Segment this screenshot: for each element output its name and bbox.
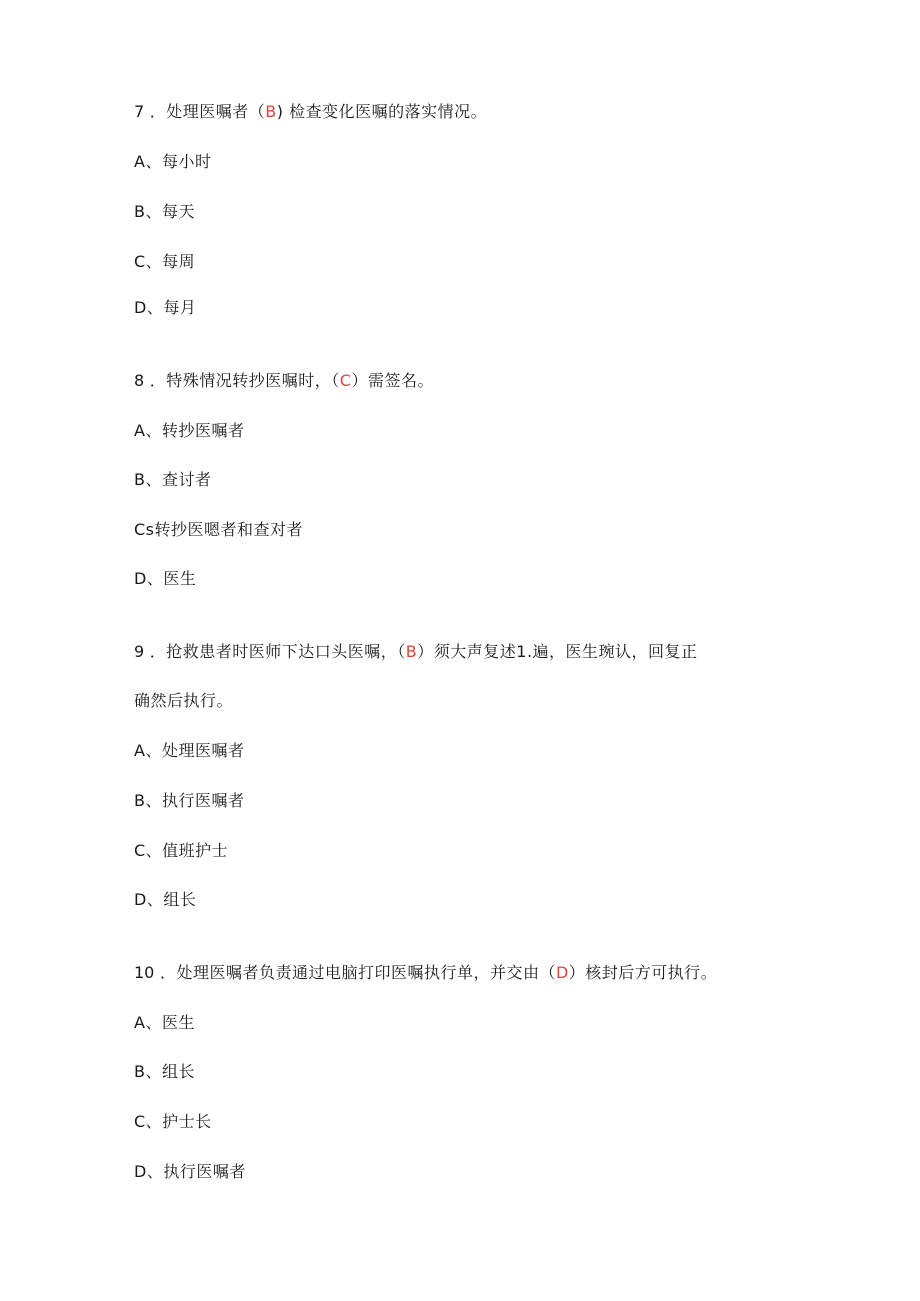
stem-text-after: ）核封后方可执行。: [568, 963, 718, 982]
option-a: A、转抄医嘱者: [134, 421, 245, 440]
option-c: Cs转抄医嗯者和查对者: [134, 520, 304, 539]
question-stem: [134, 102, 487, 122]
stem-text-before: ．处理医嘱者负责通过电脑打印医嘱执行单，并交由（: [159, 963, 556, 982]
option-d: D、每月: [134, 298, 197, 317]
option-b: B、执行医嘱者: [134, 791, 245, 810]
stem-text-after: ) 检查变化医嘱的落实情况。: [276, 102, 488, 121]
option-d: D、组长: [134, 890, 197, 909]
question-number: 7: [134, 102, 145, 121]
option-a: A、每小时: [134, 152, 212, 171]
answer-letter: C: [339, 371, 352, 390]
question-stem: [134, 371, 434, 391]
answer-letter: B: [265, 102, 277, 121]
question-number: 8: [134, 371, 145, 390]
stem-text-after: ）需签名。: [351, 371, 434, 390]
stem-text-after: ）须大声复述1.遍，医生琬认，回复正: [417, 642, 698, 661]
question-stem: [134, 963, 717, 983]
answer-letter: D: [555, 963, 569, 982]
stem-text-before: ．处理医嘱者（: [149, 102, 266, 121]
option-d: D、医生: [134, 569, 197, 588]
option-b: B、查讨者: [134, 470, 212, 489]
option-b: B、每天: [134, 202, 195, 221]
stem-text-before: ．抢救患者时医师下达口头医嘱，（: [149, 642, 406, 661]
question-number: 9: [134, 642, 145, 661]
option-d: D、执行医嘱者: [134, 1162, 246, 1181]
option-c: C、值班护士: [134, 841, 229, 860]
option-c: C、护士长: [134, 1112, 212, 1131]
question-stem: [134, 642, 698, 662]
option-a: A、处理医嘱者: [134, 741, 245, 760]
stem-text-before: ．特殊情况转抄医嘱时，（: [149, 371, 340, 390]
answer-letter: B: [405, 642, 418, 661]
option-b: B、组长: [134, 1062, 195, 1081]
option-a: A、医生: [134, 1013, 195, 1032]
option-c: C、每周: [134, 252, 196, 271]
question-number: 10: [134, 963, 155, 982]
question-stem-continuation: 确然后执行。: [134, 691, 234, 710]
